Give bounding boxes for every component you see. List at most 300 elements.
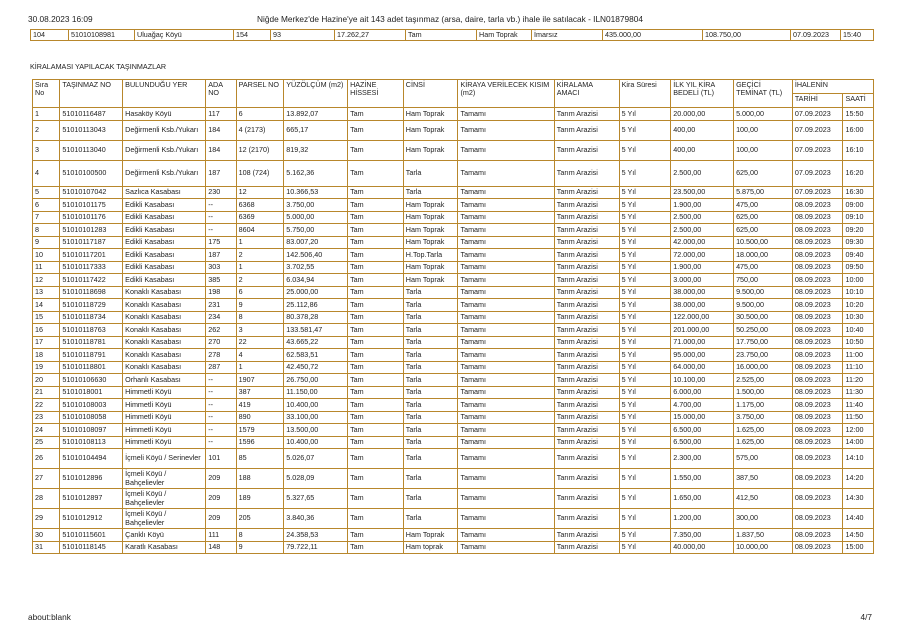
table-cell: 5101012896 [60, 469, 123, 489]
table-cell: Tam [348, 424, 404, 437]
table-cell: 6 [236, 108, 284, 121]
table-cell: 5 Yıl [619, 249, 671, 262]
table-cell: 1579 [236, 424, 284, 437]
page-number: 4/7 [860, 612, 872, 622]
table-cell: Tam [348, 386, 404, 399]
table-cell: İçmeli Köyü / Bahçelievler [123, 489, 206, 509]
table-cell: 100,00 [734, 140, 793, 160]
table-cell: 11:50 [843, 411, 874, 424]
table-cell: 5 Yıl [619, 509, 671, 529]
table-cell: Karatlı Kasabası [123, 541, 206, 554]
table-cell: 30 [33, 529, 60, 542]
table-cell: 5 Yıl [619, 286, 671, 299]
table-cell: 51010101176 [60, 211, 123, 224]
table-cell: 08.09.2023 [792, 261, 843, 274]
table-cell: 16.000,00 [734, 361, 793, 374]
table-cell: Tam [348, 249, 404, 262]
table-cell: 25.112,86 [284, 299, 348, 312]
table-cell: 5.162,36 [284, 160, 348, 186]
table-cell: 10.366,53 [284, 186, 348, 199]
previous-page-row-table [30, 29, 874, 41]
table-cell: 5 Yıl [619, 469, 671, 489]
table-cell: 5 Yıl [619, 449, 671, 469]
table-cell: 11:10 [843, 361, 874, 374]
table-cell: 154 [234, 30, 271, 41]
table-cell: Tarla [403, 449, 458, 469]
table-cell: 400,00 [671, 140, 734, 160]
table-cell: 51010108113 [60, 436, 123, 449]
table-cell: 400,00 [671, 120, 734, 140]
table-cell: 22 [236, 336, 284, 349]
table-cell: 5.026,07 [284, 449, 348, 469]
table-cell: 209 [206, 509, 236, 529]
table-cell: Konaklı Kasabası [123, 336, 206, 349]
table-cell: 14:30 [843, 489, 874, 509]
col-header-ihalenin: İHALENİN [792, 80, 873, 94]
table-cell: 10 [33, 249, 60, 262]
table-cell: Tam [348, 261, 404, 274]
table-cell: 08.09.2023 [792, 449, 843, 469]
table-cell: 3.750,00 [734, 411, 793, 424]
table-row [31, 30, 874, 41]
table-cell: 5 Yıl [619, 236, 671, 249]
table-cell: Himmetli Köyü [123, 436, 206, 449]
table-cell: Tamamı [458, 299, 554, 312]
table-cell: 15:40 [841, 30, 874, 41]
table-cell: 15:50 [843, 108, 874, 121]
page-title: Niğde Merkez'de Hazine'ye ait 143 adet taşınmaz (arsa, daire, tarla vb.) ihale ile satılacak - ILN01879804 [257, 14, 643, 24]
table-cell: 1.625,00 [734, 436, 793, 449]
table-cell: Konaklı Kasabası [123, 324, 206, 337]
table-cell: 2.500,00 [671, 211, 734, 224]
table-cell: 18.000,00 [734, 249, 793, 262]
table-cell: Tarım Arazisi [554, 199, 619, 212]
table-cell: 51010117187 [60, 236, 123, 249]
table-row [33, 411, 874, 424]
table-cell: 08.09.2023 [792, 529, 843, 542]
table-cell: 625,00 [734, 160, 793, 186]
table-cell: 575,00 [734, 449, 793, 469]
table-row [33, 509, 874, 529]
table-cell: 5 Yıl [619, 224, 671, 237]
table-cell: 10.400,00 [284, 436, 348, 449]
table-cell: 209 [206, 489, 236, 509]
table-row [33, 299, 874, 312]
table-cell: Konaklı Kasabası [123, 349, 206, 362]
table-row [33, 286, 874, 299]
table-cell: 51010116487 [60, 108, 123, 121]
table-cell: 51010106630 [60, 374, 123, 387]
table-cell: 10.100,00 [671, 374, 734, 387]
table-cell: 51010117333 [60, 261, 123, 274]
table-cell: Tamamı [458, 541, 554, 554]
col-header-kiralama-amaci: KİRALAMA AMACI [554, 80, 619, 108]
table-cell: 08.09.2023 [792, 236, 843, 249]
table-body [33, 108, 874, 554]
table-cell: 51010113043 [60, 120, 123, 140]
table-cell: 9.500,00 [734, 299, 793, 312]
table-cell: Himmetli Köyü [123, 424, 206, 437]
table-cell: 64.000,00 [671, 361, 734, 374]
table-cell: Tam [348, 274, 404, 287]
table-cell: 08.09.2023 [792, 249, 843, 262]
table-cell: Tarım Arazisi [554, 274, 619, 287]
table-cell: 5 Yıl [619, 386, 671, 399]
table-cell: Tarla [403, 160, 458, 186]
table-cell: 14:00 [843, 436, 874, 449]
table-cell: 101 [206, 449, 236, 469]
table-cell: 08.09.2023 [792, 469, 843, 489]
table-cell: Tarım Arazisi [554, 299, 619, 312]
table-row [33, 374, 874, 387]
table-cell: Tarım Arazisi [554, 469, 619, 489]
table-cell: 09:20 [843, 224, 874, 237]
table-cell: Tarla [403, 469, 458, 489]
table-cell: Edikli Kasabası [123, 224, 206, 237]
table-cell: 412,50 [734, 489, 793, 509]
table-cell: 51010117422 [60, 274, 123, 287]
table-cell: Çanklı Köyü [123, 529, 206, 542]
table-cell: 11:30 [843, 386, 874, 399]
table-cell: 07.09.2023 [792, 160, 843, 186]
table-cell: 08.09.2023 [792, 349, 843, 362]
col-header-tarihi: TARİHİ [792, 94, 843, 108]
table-cell: 8 [236, 529, 284, 542]
table-cell: 51010108058 [60, 411, 123, 424]
table-cell: Uluağaç Köyü [135, 30, 234, 41]
table-cell: 38.000,00 [671, 286, 734, 299]
table-cell: 24.358,53 [284, 529, 348, 542]
table-cell: 1.900,00 [671, 261, 734, 274]
table-cell: 7.350,00 [671, 529, 734, 542]
table-cell: -- [206, 386, 236, 399]
table-cell: 184 [206, 140, 236, 160]
table-cell: 188 [236, 469, 284, 489]
table-cell: Ham Toprak [403, 236, 458, 249]
table-row [33, 224, 874, 237]
table-cell: 1.550,00 [671, 469, 734, 489]
table-cell: Tam [348, 411, 404, 424]
table-cell: 12 [236, 186, 284, 199]
table-row [33, 349, 874, 362]
table-cell: Tam [348, 311, 404, 324]
table-cell: 30.500,00 [734, 311, 793, 324]
table-row [33, 160, 874, 186]
table-cell: Tarla [403, 424, 458, 437]
table-cell: 08.09.2023 [792, 286, 843, 299]
table-cell: Tam [348, 541, 404, 554]
table-cell: 184 [206, 120, 236, 140]
table-cell: 475,00 [734, 261, 793, 274]
table-cell: 20 [33, 374, 60, 387]
table-cell: Tarım Arazisi [554, 160, 619, 186]
table-cell: Himmetli Köyü [123, 411, 206, 424]
table-cell: 26.750,00 [284, 374, 348, 387]
table-cell: 9 [236, 299, 284, 312]
table-cell: Tamamı [458, 411, 554, 424]
table-cell: Tarla [403, 186, 458, 199]
table-cell: Tarla [403, 436, 458, 449]
table-cell: 11:20 [843, 374, 874, 387]
table-cell: 9 [33, 236, 60, 249]
table-cell: 31 [33, 541, 60, 554]
table-cell: 198 [206, 286, 236, 299]
table-cell: 2 [236, 274, 284, 287]
table-cell: Ham toprak [403, 541, 458, 554]
table-cell: Tamamı [458, 108, 554, 121]
col-header-tasinmaz-no: TAŞINMAZ NO [60, 80, 123, 108]
table-cell: 387 [236, 386, 284, 399]
table-row [33, 386, 874, 399]
table-cell: Ham Toprak [403, 529, 458, 542]
table-cell: 15:00 [843, 541, 874, 554]
table-cell: 5.000,00 [284, 211, 348, 224]
table-cell: 09:00 [843, 199, 874, 212]
table-cell: Tarla [403, 311, 458, 324]
table-cell: 16:10 [843, 140, 874, 160]
table-cell: Tam [348, 361, 404, 374]
table-cell: Ham Toprak [403, 199, 458, 212]
table-cell: 07.09.2023 [792, 140, 843, 160]
table-cell: Hasaköy Köyü [123, 108, 206, 121]
table-cell: 17 [33, 336, 60, 349]
table-cell: 187 [206, 160, 236, 186]
table-cell: Tarım Arazisi [554, 261, 619, 274]
table-cell: 17.750,00 [734, 336, 793, 349]
table-cell: 08.09.2023 [792, 489, 843, 509]
table-cell: Tamamı [458, 224, 554, 237]
table-row [33, 199, 874, 212]
table-cell: 5 Yıl [619, 120, 671, 140]
table-cell: Tarım Arazisi [554, 108, 619, 121]
table-cell: H.Top.Tarla [403, 249, 458, 262]
table-row [33, 120, 874, 140]
table-cell: Tam [348, 286, 404, 299]
table-cell: 80.378,28 [284, 311, 348, 324]
table-cell: 09:10 [843, 211, 874, 224]
col-header-kira-suresi: Kira Süresi [619, 80, 671, 108]
table-cell: Tamamı [458, 160, 554, 186]
table-cell: 5 Yıl [619, 324, 671, 337]
table-cell: 08.09.2023 [792, 386, 843, 399]
table-cell: Tarım Arazisi [554, 324, 619, 337]
table-cell: 5.750,00 [284, 224, 348, 237]
table-cell: Tamamı [458, 120, 554, 140]
table-cell: 2.500,00 [671, 160, 734, 186]
table-cell: 16 [33, 324, 60, 337]
col-header-hazine-hissesi: HAZİNE HİSSESİ [348, 80, 404, 108]
table-header-row [33, 80, 874, 94]
table-row [33, 469, 874, 489]
table-cell: Ham Toprak [403, 224, 458, 237]
table-cell: Tam [348, 140, 404, 160]
table-cell: 11:00 [843, 349, 874, 362]
table-cell: 6 [33, 199, 60, 212]
table-cell: 4 [236, 349, 284, 362]
table-cell: 1.500,00 [734, 386, 793, 399]
table-cell: Değirmenli Ksb./Yukarı [123, 160, 206, 186]
table-cell: 270 [206, 336, 236, 349]
table-cell: 38.000,00 [671, 299, 734, 312]
table-cell: Tamamı [458, 199, 554, 212]
print-footer [28, 612, 872, 622]
table-cell: 6368 [236, 199, 284, 212]
table-cell: Tamamı [458, 249, 554, 262]
table-cell: 18 [33, 349, 60, 362]
table-cell: 51010118698 [60, 286, 123, 299]
table-row [33, 529, 874, 542]
section-title: KİRALAMASI YAPILACAK TAŞINMAZLAR [30, 62, 167, 71]
table-cell: 5 Yıl [619, 529, 671, 542]
rental-properties-table [32, 79, 874, 554]
table-cell: 08.09.2023 [792, 274, 843, 287]
table-row [33, 186, 874, 199]
table-cell: 890 [236, 411, 284, 424]
table-row [33, 211, 874, 224]
table-cell: Tarım Arazisi [554, 411, 619, 424]
table-cell: 1 [236, 236, 284, 249]
table-cell: 5.875,00 [734, 186, 793, 199]
table-cell: 51010113040 [60, 140, 123, 160]
table-cell: 5 Yıl [619, 374, 671, 387]
table-cell: Tarla [403, 374, 458, 387]
table-cell: 1596 [236, 436, 284, 449]
table-row [33, 424, 874, 437]
table-cell: Tarım Arazisi [554, 186, 619, 199]
table-cell: Ham Toprak [403, 274, 458, 287]
table-cell: Tamamı [458, 311, 554, 324]
table-cell: 12 [33, 274, 60, 287]
table-cell: Tam [348, 186, 404, 199]
table-cell: Tarım Arazisi [554, 449, 619, 469]
table-cell: Tam [348, 211, 404, 224]
table-cell: Konaklı Kasabası [123, 361, 206, 374]
table-cell: 15 [33, 311, 60, 324]
table-cell: 2 [33, 120, 60, 140]
table-cell: Ham Toprak [477, 30, 532, 41]
table-cell: 07.09.2023 [791, 30, 841, 41]
table-cell: Tarım Arazisi [554, 424, 619, 437]
table-cell: Edikli Kasabası [123, 199, 206, 212]
table-cell: 10.500,00 [734, 236, 793, 249]
table-cell: Tam [348, 399, 404, 412]
table-cell: 4 [33, 160, 60, 186]
table-cell: 15.000,00 [671, 411, 734, 424]
table-cell: 08.09.2023 [792, 509, 843, 529]
footer-url: about:blank [28, 612, 71, 622]
table-cell: -- [206, 411, 236, 424]
table-cell: 51010118729 [60, 299, 123, 312]
table-cell: Tamamı [458, 374, 554, 387]
table-cell: Ham Toprak [403, 120, 458, 140]
table-cell: 10:00 [843, 274, 874, 287]
table-cell: 12:00 [843, 424, 874, 437]
table-cell: Tarla [403, 399, 458, 412]
table-cell: 16:00 [843, 120, 874, 140]
table-cell: 108 (724) [236, 160, 284, 186]
table-cell: 387,50 [734, 469, 793, 489]
table-cell: 7 [33, 211, 60, 224]
table-cell: 51010118801 [60, 361, 123, 374]
table-cell: 6.034,94 [284, 274, 348, 287]
table-cell: 40.000,00 [671, 541, 734, 554]
table-cell: Orhanlı Kasabası [123, 374, 206, 387]
table-cell: 5 Yıl [619, 489, 671, 509]
table-cell: Tarım Arazisi [554, 249, 619, 262]
table-cell: Tamamı [458, 386, 554, 399]
table-cell: 33.100,00 [284, 411, 348, 424]
table-cell: 08.09.2023 [792, 336, 843, 349]
table-cell: 10.400,00 [284, 399, 348, 412]
table-cell: 5 Yıl [619, 261, 671, 274]
table-cell: Tamamı [458, 186, 554, 199]
table-cell: -- [206, 424, 236, 437]
table-cell: Tam [348, 108, 404, 121]
table-cell: 5 Yıl [619, 349, 671, 362]
table-cell: 26 [33, 449, 60, 469]
table-cell: Tarla [403, 286, 458, 299]
table-cell: 51010101283 [60, 224, 123, 237]
table-cell: 6369 [236, 211, 284, 224]
table-cell: 08.09.2023 [792, 411, 843, 424]
table-cell: 23.750,00 [734, 349, 793, 362]
table-cell: 5 [33, 186, 60, 199]
table-cell: 108.750,00 [703, 30, 791, 41]
table-cell: Tam [348, 199, 404, 212]
table-row [33, 361, 874, 374]
table-row [33, 249, 874, 262]
table-cell: Tam [348, 336, 404, 349]
print-header [28, 14, 872, 26]
table-cell: 3.750,00 [284, 199, 348, 212]
table-cell: 665,17 [284, 120, 348, 140]
table-cell: 51010115601 [60, 529, 123, 542]
table-cell: 14:10 [843, 449, 874, 469]
table-cell: 5 Yıl [619, 336, 671, 349]
table-cell: Tamamı [458, 399, 554, 412]
table-cell: Tam [348, 224, 404, 237]
table-cell: Tam [348, 509, 404, 529]
table-cell: Tarım Arazisi [554, 361, 619, 374]
table-cell: 189 [236, 489, 284, 509]
table-cell: 3.702,55 [284, 261, 348, 274]
table-cell: 22 [33, 399, 60, 412]
table-cell: 29 [33, 509, 60, 529]
table-cell: Tarla [403, 324, 458, 337]
table-cell: 148 [206, 541, 236, 554]
table-row [33, 399, 874, 412]
table-cell: Tam [348, 324, 404, 337]
col-header-yuzolcum: YÜZÖLÇÜM (m2) [284, 80, 348, 108]
table-cell: 1.837,50 [734, 529, 793, 542]
table-cell: Tarım Arazisi [554, 386, 619, 399]
table-cell: 13.500,00 [284, 424, 348, 437]
table-cell: Tarla [403, 386, 458, 399]
table-cell: Tam [348, 489, 404, 509]
table-cell: 27 [33, 469, 60, 489]
table-cell: 09:40 [843, 249, 874, 262]
table-row [33, 541, 874, 554]
table-cell: Himmetli Köyü [123, 399, 206, 412]
table-cell: 20.000,00 [671, 108, 734, 121]
table-cell: 8 [236, 311, 284, 324]
table-cell: 231 [206, 299, 236, 312]
table-cell: 10:50 [843, 336, 874, 349]
col-header-saati: SAATİ [843, 94, 874, 108]
table-cell: 4.700,00 [671, 399, 734, 412]
table-cell: 72.000,00 [671, 249, 734, 262]
table-cell: 9 [236, 541, 284, 554]
